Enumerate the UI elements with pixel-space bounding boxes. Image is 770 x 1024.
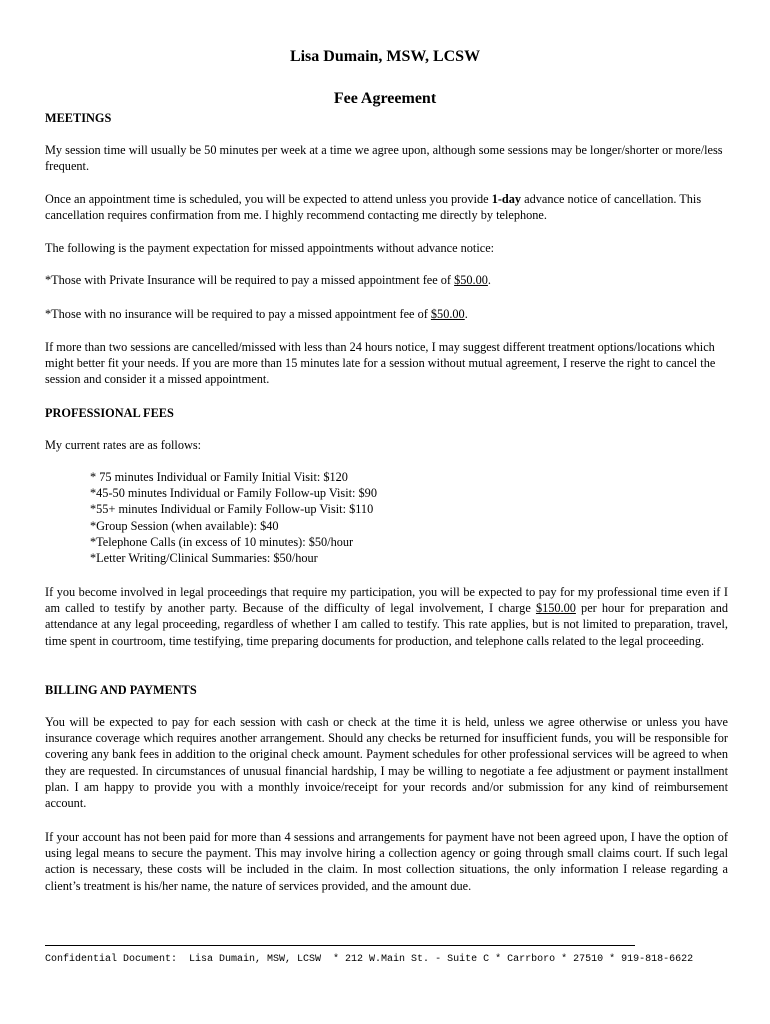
document-title: Fee Agreement: [333, 90, 437, 107]
meetings-paragraph-cancellation-policy: If more than two sessions are cancelled/missed with less than 24 hours notice, I may suggest different treatment options/locations which might better fit your needs. If you are more than 15 minutes late for a session without mutual agreement, I reserve the right to cancel the session and consider it a missed appointment.: [45, 340, 716, 387]
notice-period: 1-day: [491, 192, 522, 206]
rate-item: *55+ minutes Individual or Family Follow-up Visit: $110: [90, 502, 374, 517]
rate-item: *Letter Writing/Clinical Summaries: $50/hour: [90, 551, 318, 566]
footer-contact: Confidential Document: Lisa Dumain, MSW, LCSW * 212 W.Main St. - Suite C * Carrboro * 27510 * 919-818-6622: [45, 954, 694, 965]
cancellation-text-end: advance notice of cancellation. This cancellation requires confirmation from me. I highly recommend contacting me directly by telephone.: [45, 192, 702, 223]
missed-fee-none-text: *Those with no insurance will be required to pay a missed appointment fee of: [45, 307, 431, 321]
rates-intro: My current rates are as follows:: [45, 438, 202, 452]
billing-paragraph-payment: You will be expected to pay for each session with cash or check at the time it is held, unless we agree otherwise or unless you have insurance coverage which requires another arrangement. Should any checks be returned for insufficient funds, you will be responsible for covering any bank fees in addition to the original check amount. Payment schedules for other professional services will be agreed to when they are requested. In circumstances of unusual financial hardship, I may be willing to negotiate a fee adjustment or payment installment plan. I am happy to provide you with a monthly invoice/receipt for your records and/or submission for any kind of reimbursement account.: [45, 715, 728, 811]
meetings-paragraph-cancellation: [45, 191, 728, 223]
meetings-paragraph-session-time: My session time will usually be 50 minutes per week at a time we agree upon, although some sessions may be longer/shorter or more/less frequent.: [45, 143, 723, 174]
rate-item: *Group Session (when available): $40: [90, 518, 279, 533]
missed-fee-private-amount: $50.00: [454, 273, 488, 287]
meetings-heading: MEETINGS: [45, 111, 112, 125]
missed-fee-none-period: .: [464, 307, 468, 321]
rate-item: *Telephone Calls (in excess of 10 minutes): $50/hour: [90, 534, 354, 549]
legal-hourly-fee: $150.00: [535, 601, 576, 616]
rate-item: * 75 minutes Individual or Family Initial Visit: $120: [90, 470, 348, 484]
billing-heading: BILLING AND PAYMENTS: [45, 683, 197, 697]
missed-fee-no-insurance: [45, 306, 728, 322]
billing-paragraph-collections: If your account has not been paid for more than 4 sessions and arrangements for payment have not been agreed upon, I have the option of using legal means to secure the payment. This may involve hiring a collection agency or going through small claims court. If such legal action is necessary, these costs will be included in the claim. In most collection situations, the only information I release regarding a client’s treatment is his/her name, the nature of services provided, and the amount due.: [45, 830, 728, 893]
footer-divider: [45, 945, 635, 946]
professional-fees-heading: PROFESSIONAL FEES: [45, 406, 174, 420]
legal-text-start: If you become involved in legal proceedings that require my participation, you will be expected to pay for my professional time even if I am called to testify by another party. Because of the difficulty of legal involvement, I charge: [45, 585, 728, 616]
rates-list: [90, 469, 377, 566]
missed-fee-private-period: .: [487, 273, 491, 287]
missed-fee-none-amount: $50.00: [430, 307, 465, 321]
rate-item: *45-50 minutes Individual or Family Follow-up Visit: $90: [90, 486, 377, 501]
author-name: Lisa Dumain, MSW, LCSW: [289, 48, 481, 65]
legal-proceedings-paragraph: [45, 584, 728, 649]
cancellation-text-start: Once an appointment time is scheduled, you will be expected to attend unless you provide: [45, 192, 492, 206]
legal-text-end: per hour for preparation and attendance at any legal proceeding, regardless of whether I am called to testify. This rate applies, but is not limited to preparation, travel, time spent in courtroom, time testifying, time preparing documents for production, and telephone calls related to the legal proceeding.: [45, 601, 728, 648]
missed-fee-private-insurance: [45, 272, 728, 288]
meetings-paragraph-payment-expectation: The following is the payment expectation for missed appointments without advance notice:: [45, 241, 495, 255]
missed-fee-private-text: *Those with Private Insurance will be required to pay a missed appointment fee of: [45, 273, 455, 287]
